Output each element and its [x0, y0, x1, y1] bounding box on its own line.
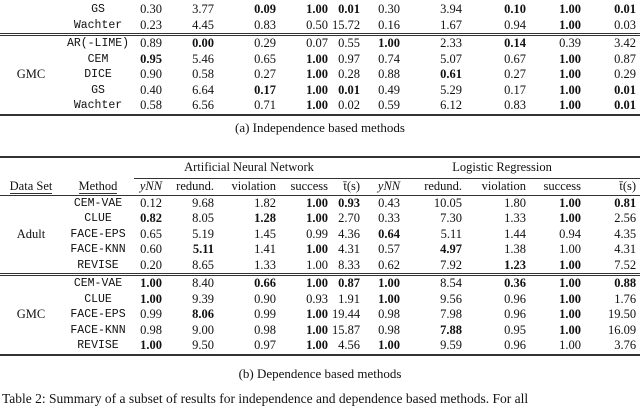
- value-cell: 0.98: [378, 322, 400, 337]
- value-cell: 1.00: [559, 82, 581, 97]
- value-cell: 15.87: [332, 322, 361, 337]
- value-cell: 7.92: [440, 257, 463, 272]
- value-cell: 0.39: [559, 36, 581, 50]
- table-row: [0, 67, 640, 83]
- value-cell: 8.40: [192, 276, 214, 290]
- column-header-row: [0, 179, 640, 196]
- value-cell: 0.62: [378, 257, 400, 272]
- value-cell: 0.07: [306, 36, 328, 50]
- value-cell: 0.01: [614, 98, 636, 112]
- dataset-cell: GMC: [16, 307, 46, 321]
- value-cell: 1.80: [504, 195, 527, 210]
- value-cell: 1.00: [140, 291, 162, 306]
- method-cell: REVISE: [77, 339, 119, 352]
- value-cell: 1.00: [306, 257, 328, 272]
- value-cell: 0.88: [614, 276, 637, 290]
- value-cell: 19.50: [607, 307, 637, 321]
- value-cell: 6.64: [192, 82, 214, 97]
- header-metric: violation: [466, 179, 530, 196]
- value-cell: 0.49: [378, 82, 400, 97]
- value-cell: 0.01: [338, 82, 360, 97]
- method-cell: CEM: [87, 52, 109, 66]
- value-cell: 4.31: [614, 242, 637, 256]
- method-cell: REVISE: [77, 258, 119, 272]
- value-cell: 1.33: [504, 211, 527, 225]
- value-cell: 0.94: [559, 226, 582, 241]
- value-cell: 0.94: [504, 17, 526, 32]
- value-cell: 0.36: [504, 276, 527, 290]
- value-cell: 0.03: [614, 17, 636, 32]
- value-cell: 0.97: [254, 338, 276, 352]
- value-cell: 1.33: [254, 257, 276, 272]
- value-cell: 0.60: [140, 242, 162, 256]
- value-cell: 0.27: [254, 67, 276, 81]
- value-cell: 3.77: [192, 2, 214, 16]
- value-cell: 6.56: [192, 98, 214, 112]
- value-cell: 0.17: [254, 82, 276, 97]
- value-cell: 1.28: [254, 211, 276, 225]
- header-metric: violation: [218, 179, 280, 196]
- value-cell: 0.29: [614, 67, 636, 81]
- value-cell: 0.99: [306, 226, 328, 241]
- value-cell: 0.87: [614, 51, 636, 66]
- value-cell: 1.00: [559, 98, 581, 112]
- value-cell: 5.11: [440, 226, 463, 241]
- value-cell: 4.36: [338, 226, 361, 241]
- value-cell: 1.00: [306, 98, 328, 112]
- value-cell: 3.76: [614, 338, 637, 352]
- header-metric: yNN: [134, 179, 168, 196]
- value-cell: 0.93: [338, 195, 361, 210]
- method-cell: FACE-KNN: [70, 243, 126, 256]
- method-cell: GS: [91, 3, 105, 16]
- value-cell: 0.50: [306, 17, 328, 32]
- value-cell: 0.30: [378, 2, 400, 16]
- value-cell: 0.09: [254, 2, 276, 16]
- value-cell: 0.10: [504, 2, 526, 16]
- value-cell: 0.99: [254, 307, 276, 321]
- value-cell: 1.00: [306, 242, 328, 256]
- value-cell: 0.27: [504, 67, 526, 81]
- value-cell: 1.38: [504, 242, 527, 256]
- table-dependence-methods: [0, 156, 640, 358]
- value-cell: 0.88: [378, 67, 400, 81]
- table-footer-caption: Table 2: Summary of a subset of results for independence and dependence based methods. For all: [2, 391, 529, 406]
- value-cell: 9.00: [192, 322, 214, 337]
- value-cell: 9.39: [192, 291, 214, 306]
- value-cell: 0.67: [504, 51, 526, 66]
- value-cell: 1.00: [306, 67, 328, 81]
- table-row: [0, 35, 640, 52]
- header-metric: t̄(s): [585, 179, 640, 196]
- value-cell: 0.40: [140, 82, 162, 97]
- value-cell: 5.29: [440, 82, 462, 97]
- value-cell: 4.31: [338, 242, 361, 256]
- value-cell: 0.17: [504, 82, 526, 97]
- table-row: [0, 52, 640, 68]
- value-cell: 1.00: [559, 276, 582, 290]
- value-cell: 8.54: [440, 276, 463, 290]
- value-cell: 1.76: [614, 291, 637, 306]
- value-cell: 5.11: [192, 242, 214, 256]
- value-cell: 0.29: [254, 36, 276, 50]
- value-cell: 0.66: [254, 276, 276, 290]
- table-row: [0, 211, 640, 227]
- value-cell: 0.83: [504, 98, 526, 112]
- value-cell: 0.33: [378, 211, 400, 225]
- table-row: [0, 83, 640, 99]
- value-cell: 1.00: [140, 276, 162, 290]
- value-cell: 1.00: [378, 338, 400, 352]
- header-metric: redund.: [414, 179, 466, 196]
- caption-b: (b) Dependence based methods: [238, 366, 402, 381]
- value-cell: 0.87: [338, 276, 361, 290]
- value-cell: 1.41: [254, 242, 276, 256]
- caption-a: (a) Independence based methods: [234, 120, 405, 135]
- value-cell: 0.01: [614, 82, 636, 97]
- value-cell: 2.70: [338, 211, 361, 225]
- value-cell: 0.82: [140, 211, 162, 225]
- value-cell: 0.02: [338, 98, 360, 112]
- value-cell: 15.72: [332, 17, 361, 32]
- header-method: Method: [78, 178, 118, 193]
- value-cell: 1.91: [338, 291, 361, 306]
- value-cell: 0.95: [504, 322, 527, 337]
- value-cell: 0.96: [504, 291, 527, 306]
- table-row: [0, 98, 640, 115]
- value-cell: 0.55: [338, 36, 360, 50]
- value-cell: 8.05: [192, 211, 214, 225]
- table-row: [0, 258, 640, 275]
- value-cell: 0.90: [140, 67, 162, 81]
- method-cell: AR(-LIME): [66, 37, 130, 50]
- value-cell: 0.58: [192, 67, 214, 81]
- table-row: [0, 2, 640, 18]
- value-cell: 0.59: [378, 98, 400, 112]
- value-cell: 7.30: [440, 211, 463, 225]
- value-cell: 4.97: [440, 242, 463, 256]
- value-cell: 1.00: [559, 257, 582, 272]
- value-cell: 0.65: [140, 226, 162, 241]
- table-row: [0, 195, 640, 211]
- value-cell: 0.12: [140, 195, 162, 210]
- value-cell: 0.96: [504, 307, 527, 321]
- value-cell: 5.07: [440, 51, 462, 66]
- value-cell: 0.98: [140, 322, 162, 337]
- dataset-cell: Adult: [16, 226, 46, 241]
- value-cell: 4.35: [614, 226, 637, 241]
- header-metric: success: [530, 179, 585, 196]
- value-cell: 0.30: [140, 2, 162, 16]
- value-cell: 0.97: [338, 51, 360, 66]
- value-cell: 0.00: [192, 36, 214, 50]
- value-cell: 7.52: [614, 257, 637, 272]
- value-cell: 7.98: [440, 307, 463, 321]
- value-cell: 1.82: [254, 195, 276, 210]
- value-cell: 1.00: [378, 36, 400, 50]
- value-cell: 16.09: [607, 322, 637, 337]
- method-cell: DICE: [84, 68, 112, 81]
- value-cell: 8.33: [338, 257, 361, 272]
- method-cell: FACE-KNN: [70, 323, 126, 337]
- method-cell: FACE-EPS: [70, 227, 126, 241]
- value-cell: 9.50: [192, 338, 214, 352]
- value-cell: 0.16: [378, 17, 400, 32]
- value-cell: 0.99: [140, 307, 162, 321]
- method-cell: GS: [91, 83, 105, 97]
- value-cell: 4.56: [338, 338, 361, 352]
- method-cell: FACE-EPS: [70, 308, 126, 321]
- value-cell: 0.90: [254, 291, 276, 306]
- value-cell: 1.00: [306, 211, 328, 225]
- value-cell: 0.98: [254, 322, 276, 337]
- group-header-row: [0, 157, 640, 179]
- value-cell: 0.23: [140, 17, 162, 32]
- value-cell: 1.00: [559, 307, 582, 321]
- table-row: [0, 242, 640, 258]
- value-cell: 0.57: [378, 242, 400, 256]
- value-cell: 1.00: [559, 17, 581, 32]
- table-independence-methods: [0, 2, 640, 118]
- value-cell: 1.00: [306, 195, 328, 210]
- value-cell: 9.68: [192, 195, 214, 210]
- value-cell: 19.44: [332, 307, 361, 321]
- value-cell: 1.00: [559, 291, 582, 306]
- value-cell: 2.56: [614, 211, 637, 225]
- value-cell: 0.01: [614, 2, 636, 16]
- value-cell: 1.00: [306, 2, 328, 16]
- value-cell: 1.00: [559, 67, 581, 81]
- method-cell: CLUE: [84, 292, 112, 306]
- value-cell: 8.65: [192, 257, 214, 272]
- value-cell: 0.20: [140, 257, 162, 272]
- value-cell: 1.00: [559, 338, 582, 352]
- value-cell: 1.67: [440, 17, 462, 32]
- dataset-cell: [0, 2, 62, 35]
- value-cell: 1.00: [306, 51, 328, 66]
- value-cell: 0.61: [440, 67, 462, 81]
- method-cell: CEM-VAE: [73, 277, 123, 290]
- header-dataset: Data Set: [9, 178, 53, 193]
- value-cell: 3.42: [614, 36, 636, 50]
- value-cell: 9.59: [440, 338, 463, 352]
- header-metric: redund.: [168, 179, 218, 196]
- value-cell: 1.00: [306, 82, 328, 97]
- value-cell: 1.45: [254, 226, 276, 241]
- value-cell: 3.94: [440, 2, 462, 16]
- value-cell: 0.96: [504, 338, 527, 352]
- value-cell: 8.06: [192, 307, 214, 321]
- value-cell: 0.95: [140, 51, 162, 66]
- value-cell: 1.00: [306, 276, 328, 290]
- value-cell: 0.58: [140, 98, 162, 112]
- value-cell: 1.00: [559, 211, 582, 225]
- header-metric: t̄(s): [332, 179, 364, 196]
- value-cell: 5.19: [192, 226, 214, 241]
- value-cell: 1.00: [559, 51, 581, 66]
- value-cell: 0.93: [306, 291, 328, 306]
- value-cell: 0.74: [378, 51, 400, 66]
- group-header-lr: Logistic Regression: [452, 160, 552, 175]
- header-metric: success: [280, 179, 332, 196]
- value-cell: 0.65: [254, 51, 276, 66]
- method-cell: Wachter: [73, 18, 123, 32]
- value-cell: 0.64: [378, 226, 400, 241]
- method-cell: CEM-VAE: [73, 196, 123, 210]
- header-metric: yNN: [364, 179, 414, 196]
- value-cell: 1.00: [378, 291, 400, 306]
- table-row: [0, 18, 640, 35]
- table-row: [0, 292, 640, 308]
- value-cell: 7.88: [440, 322, 463, 337]
- value-cell: 1.00: [559, 2, 581, 16]
- value-cell: 1.00: [559, 195, 582, 210]
- dataset-cell: GMC: [16, 67, 46, 81]
- value-cell: 1.23: [504, 257, 527, 272]
- value-cell: 1.00: [306, 307, 328, 321]
- value-cell: 6.12: [440, 98, 462, 112]
- value-cell: 9.56: [440, 291, 463, 306]
- value-cell: 0.71: [254, 98, 276, 112]
- group-header-ann: Artificial Neural Network: [184, 160, 314, 175]
- table-row: [0, 338, 640, 355]
- value-cell: 1.00: [559, 242, 582, 256]
- value-cell: 0.01: [338, 2, 360, 16]
- value-cell: 1.00: [559, 322, 582, 337]
- method-cell: CLUE: [84, 212, 112, 225]
- value-cell: 0.28: [338, 67, 360, 81]
- value-cell: 0.89: [140, 36, 162, 50]
- value-cell: 2.33: [440, 36, 462, 50]
- method-cell: Wachter: [73, 99, 123, 112]
- table-row: [0, 307, 640, 323]
- value-cell: 0.43: [378, 195, 400, 210]
- value-cell: 0.81: [614, 195, 637, 210]
- table-row: [0, 275, 640, 292]
- value-cell: 0.83: [254, 17, 276, 32]
- value-cell: 1.00: [306, 338, 328, 352]
- table-row: [0, 323, 640, 339]
- value-cell: 0.14: [504, 36, 526, 50]
- value-cell: 1.44: [504, 226, 527, 241]
- value-cell: 0.98: [378, 307, 400, 321]
- value-cell: 10.05: [433, 195, 463, 210]
- value-cell: 1.00: [306, 322, 328, 337]
- value-cell: 4.45: [192, 17, 214, 32]
- table-row: [0, 227, 640, 243]
- value-cell: 5.46: [192, 51, 214, 66]
- value-cell: 1.00: [378, 276, 400, 290]
- value-cell: 1.00: [140, 338, 162, 352]
